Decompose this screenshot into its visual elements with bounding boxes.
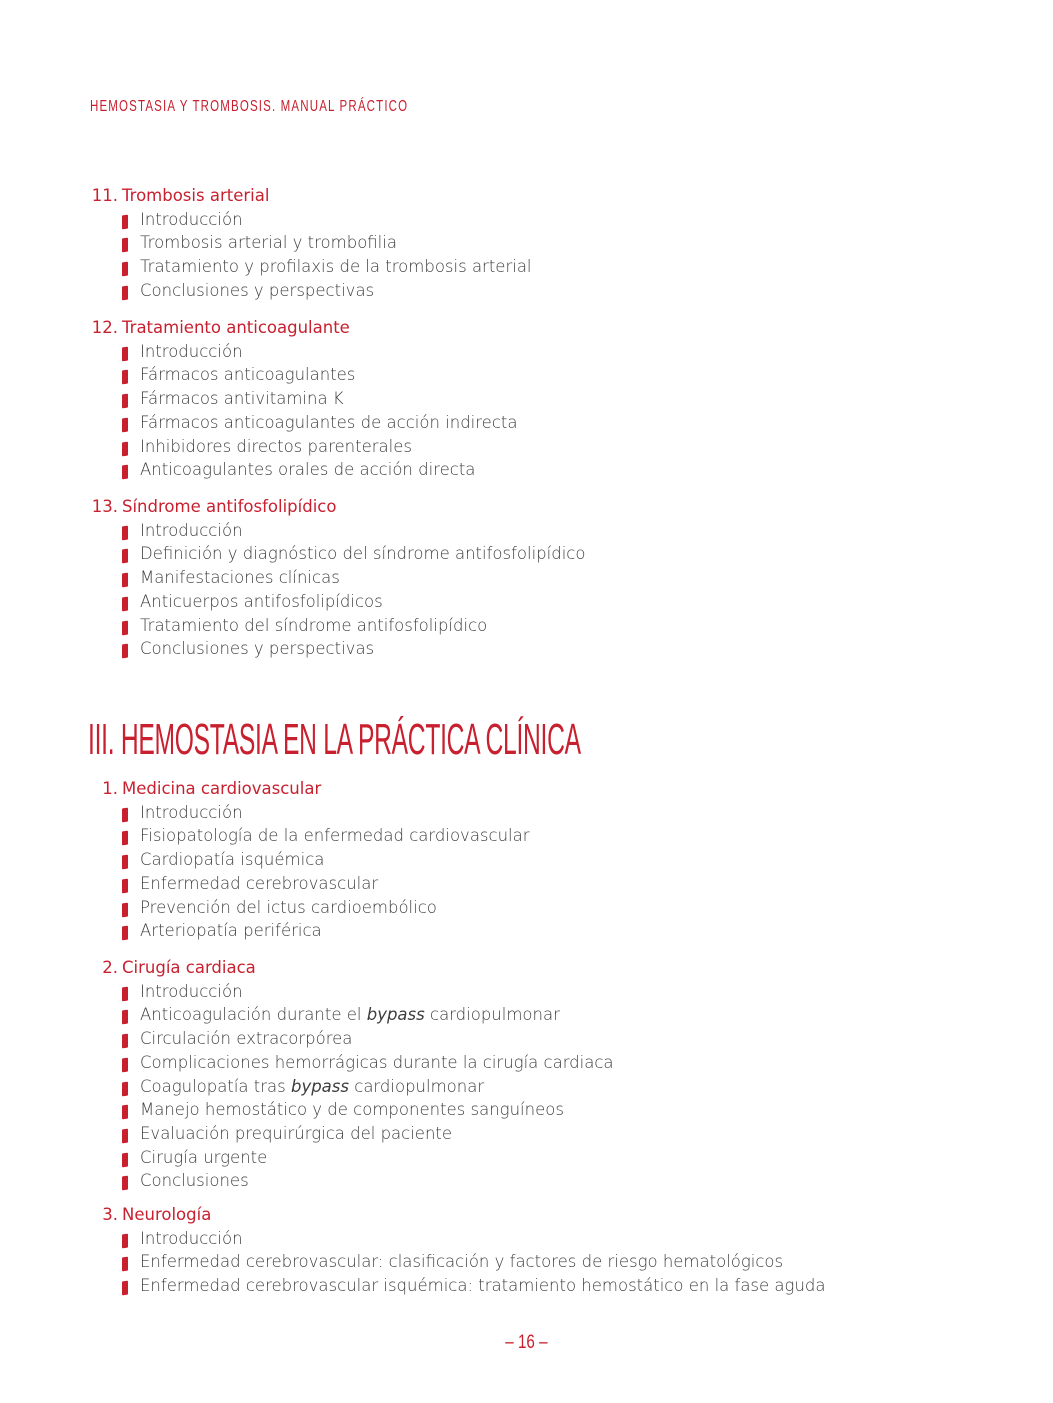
square-bullet-icon <box>122 549 128 564</box>
square-bullet-icon <box>122 596 128 611</box>
square-bullet-icon <box>122 902 128 917</box>
chapter-number: 11. <box>91 186 118 205</box>
square-bullet-icon <box>122 644 128 659</box>
toc-item-text: Introducción <box>140 209 243 229</box>
square-bullet-icon <box>122 417 128 432</box>
toc-item-text: Inhibidores directos parenterales <box>140 436 412 456</box>
toc-item-text: Enfermedad cerebrovascular <box>140 873 379 893</box>
chapter-number: 12. <box>91 318 118 337</box>
square-bullet-icon <box>122 1081 128 1096</box>
page-number <box>0 1332 1053 1354</box>
toc-item-text: Cardiopatía isquémica <box>140 850 325 870</box>
toc-item-text: Enfermedad cerebrovascular isquémica: tratamiento hemostático en la fase aguda <box>140 1276 826 1296</box>
square-bullet-icon <box>122 1010 128 1025</box>
chapter-number: 2. <box>102 958 118 977</box>
square-bullet-icon <box>122 1152 128 1167</box>
toc-item-text: Fármacos antivitamina K <box>140 389 344 409</box>
square-bullet-icon <box>122 1034 128 1049</box>
section-heading: III. HEMOSTASIA EN LA PRÁCTICA CLÍNICA <box>88 715 581 764</box>
toc-item-text: Conclusiones y perspectivas <box>140 639 375 659</box>
chapter-title <box>0 186 1053 210</box>
toc-item-text: Conclusiones y perspectivas <box>140 280 375 300</box>
chapter-title-text: Trombosis arterial <box>122 186 270 205</box>
toc-item-text: Manejo hemostático y de componentes sanguíneos <box>140 1100 564 1120</box>
toc-item-text: Arteriopatía periférica <box>140 921 322 941</box>
toc-item-text: Fármacos anticoagulantes <box>140 365 356 385</box>
square-bullet-icon <box>122 986 128 1001</box>
square-bullet-icon <box>122 525 128 540</box>
toc-item-text: Anticoagulación durante el bypass cardiopulmonar <box>140 1005 560 1025</box>
toc-item-text: Coagulopatía tras bypass cardiopulmonar <box>140 1076 485 1096</box>
toc-item-text: Introducción <box>140 1228 243 1248</box>
square-bullet-icon <box>122 238 128 253</box>
chapter-title <box>0 779 1053 803</box>
chapter-number: 13. <box>91 497 118 516</box>
toc-item-text: Fisiopatología de la enfermedad cardiovascular <box>140 826 530 846</box>
toc-item-text: Circulación extracorpórea <box>140 1029 353 1049</box>
chapter-title-text: Síndrome antifosfolipídico <box>122 497 337 516</box>
square-bullet-icon <box>122 831 128 846</box>
square-bullet-icon <box>122 214 128 229</box>
square-bullet-icon <box>122 807 128 822</box>
toc-item-text: Fármacos anticoagulantes de acción indirecta <box>140 412 518 432</box>
square-bullet-icon <box>122 1057 128 1072</box>
chapter-number: 3. <box>102 1205 118 1224</box>
chapter-title-text: Tratamiento anticoagulante <box>122 318 350 337</box>
square-bullet-icon <box>122 855 128 870</box>
square-bullet-icon <box>122 441 128 456</box>
toc-item-text: Introducción <box>140 341 243 361</box>
running-head: HEMOSTASIA Y TROMBOSIS. MANUAL PRÁCTICO <box>90 98 409 115</box>
square-bullet-icon <box>122 1105 128 1120</box>
chapter-title-text: Medicina cardiovascular <box>122 779 322 798</box>
square-bullet-icon <box>122 620 128 635</box>
page-number-text: – 16 – <box>505 1332 548 1353</box>
toc-item-text: Anticoagulantes orales de acción directa <box>140 460 476 480</box>
square-bullet-icon <box>122 394 128 409</box>
toc-item-text: Trombosis arterial y trombofilia <box>140 233 397 253</box>
toc-item-text: Tratamiento y profilaxis de la trombosis arterial <box>140 257 532 277</box>
toc-item-text: Introducción <box>140 981 243 1001</box>
square-bullet-icon <box>122 1257 128 1272</box>
toc-item-text: Conclusiones <box>140 1171 249 1191</box>
chapter-title-text: Neurología <box>122 1205 212 1224</box>
square-bullet-icon <box>122 285 128 300</box>
toc-item-text: Enfermedad cerebrovascular: clasificación y factores de riesgo hematológicos <box>140 1252 784 1272</box>
square-bullet-icon <box>122 262 128 277</box>
square-bullet-icon <box>122 1281 128 1296</box>
chapter-number: 1. <box>102 779 118 798</box>
toc-item-text: Tratamiento del síndrome antifosfolipídico <box>140 615 488 635</box>
chapter-title <box>0 958 1053 982</box>
chapter-title-text: Cirugía cardiaca <box>122 958 256 977</box>
square-bullet-icon <box>122 1128 128 1143</box>
toc-item-text: Manifestaciones clínicas <box>140 568 340 588</box>
square-bullet-icon <box>122 346 128 361</box>
chapter-title <box>0 497 1053 521</box>
square-bullet-icon <box>122 465 128 480</box>
toc-item-text: Anticuerpos antifosfolipídicos <box>140 591 383 611</box>
square-bullet-icon <box>122 926 128 941</box>
square-bullet-icon <box>122 878 128 893</box>
toc-item-text: Prevención del ictus cardioembólico <box>140 897 437 917</box>
toc-item-text: Introducción <box>140 520 243 540</box>
toc-item-text: Introducción <box>140 802 243 822</box>
toc-item-text: Complicaciones hemorrágicas durante la cirugía cardiaca <box>140 1052 614 1072</box>
toc-item-text: Cirugía urgente <box>140 1147 268 1167</box>
square-bullet-icon <box>122 573 128 588</box>
chapter-title <box>0 318 1053 342</box>
square-bullet-icon <box>122 1176 128 1191</box>
square-bullet-icon <box>122 370 128 385</box>
chapter-title <box>0 1205 1053 1229</box>
square-bullet-icon <box>122 1233 128 1248</box>
toc-item-text: Evaluación prequirúrgica del paciente <box>140 1123 453 1143</box>
toc-item-text: Definición y diagnóstico del síndrome antifosfolipídico <box>140 544 586 564</box>
